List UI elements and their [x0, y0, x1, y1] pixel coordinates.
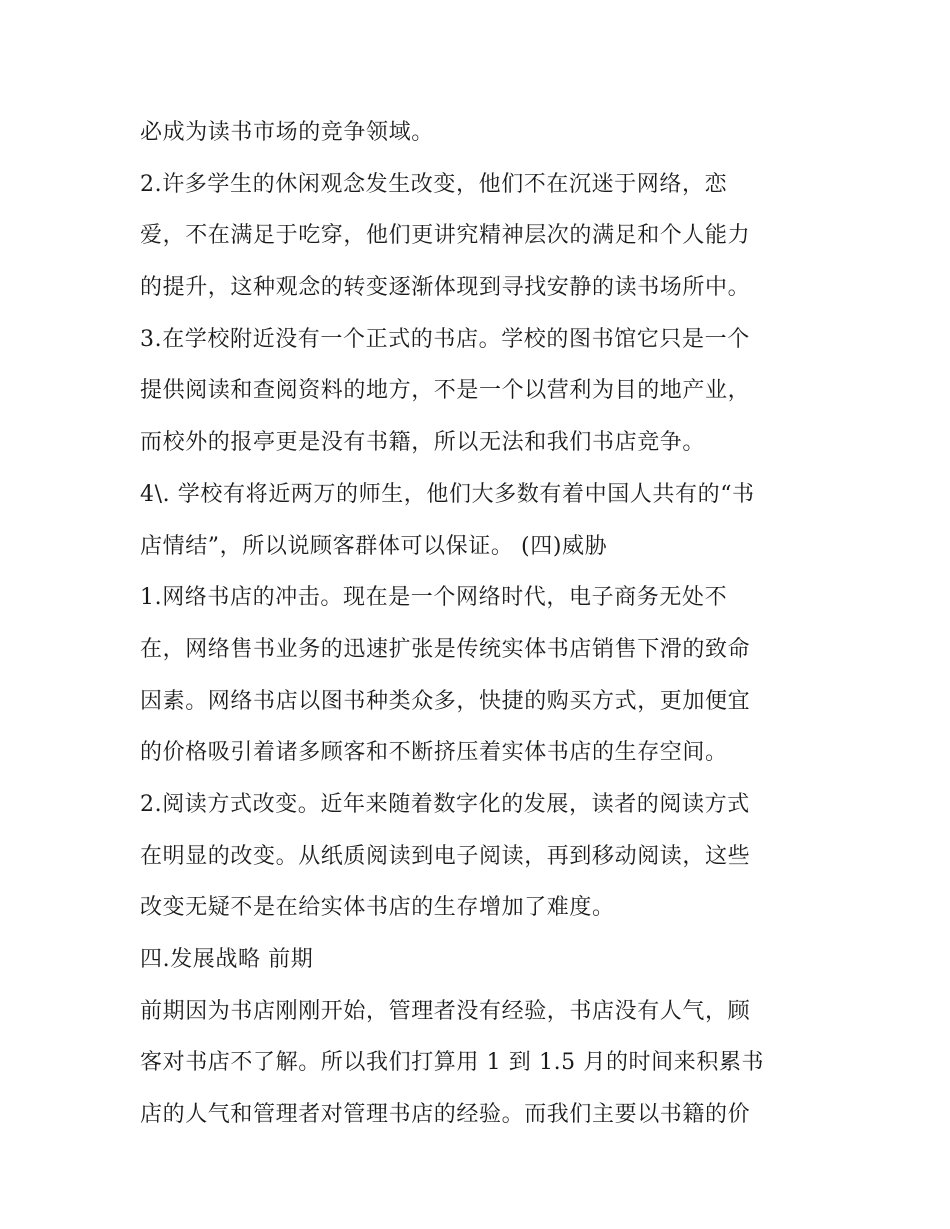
text-line: 2.阅读方式改变。近年来随着数字化的发展，读者的阅读方式 [140, 791, 750, 817]
text-line: 3.在学校附近没有一个正式的书店。学校的图书馆它只是一个 [140, 326, 750, 352]
text-line: 改变无疑不是在给实体书店的生存增加了难度。 [140, 895, 615, 921]
text-line: 的提升，这种观念的转变逐渐体现到寻找安静的读书场所中。 [140, 275, 751, 301]
text-line: 店的人气和管理者对管理书店的经验。而我们主要以书籍的价 [140, 1102, 751, 1128]
text-line: 前期因为书店刚刚开始，管理者没有经验，书店没有人气，顾 [140, 998, 751, 1024]
text-line: 1.网络书店的冲击。现在是一个网络时代，电子商务无处不 [140, 585, 728, 611]
text-line: 的价格吸引着诸多顾客和不断挤压着实体书店的生存空间。 [140, 740, 728, 766]
text-line: 客对书店不了解。所以我们打算用 1 到 1.5 月的时间来积累书 [140, 1050, 765, 1076]
text-line: 4\. 学校有将近两万的师生，他们大多数有着中国人共有的“书 [140, 481, 755, 507]
text-line: 爱，不在满足于吃穿，他们更讲究精神层次的满足和个人能力 [140, 223, 751, 249]
text-line: 店情结”，所以说顾客群体可以保证。 (四)威胁 [140, 533, 608, 559]
text-line: 而校外的报亭更是没有书籍，所以无法和我们书店竞争。 [140, 430, 706, 456]
text-line: 必成为读书市场的竞争领域。 [140, 120, 434, 145]
text-line: 因素。网络书店以图书种类众多，快捷的购买方式，更加便宜 [140, 688, 751, 714]
text-line: 在，网络售书业务的迅速扩张是传统实体书店销售下滑的致命 [140, 636, 751, 662]
text-line: 2.许多学生的休闲观念发生改变，他们不在沉迷于网络，恋 [140, 171, 728, 197]
text-line: 在明显的改变。从纸质阅读到电子阅读，再到移动阅读，这些 [140, 843, 751, 869]
document-body [140, 107, 830, 1141]
text-line: 提供阅读和查阅资料的地方，不是一个以营利为目的地产业， [140, 378, 751, 404]
section-heading: 四.发展战略 前期 [140, 947, 314, 972]
